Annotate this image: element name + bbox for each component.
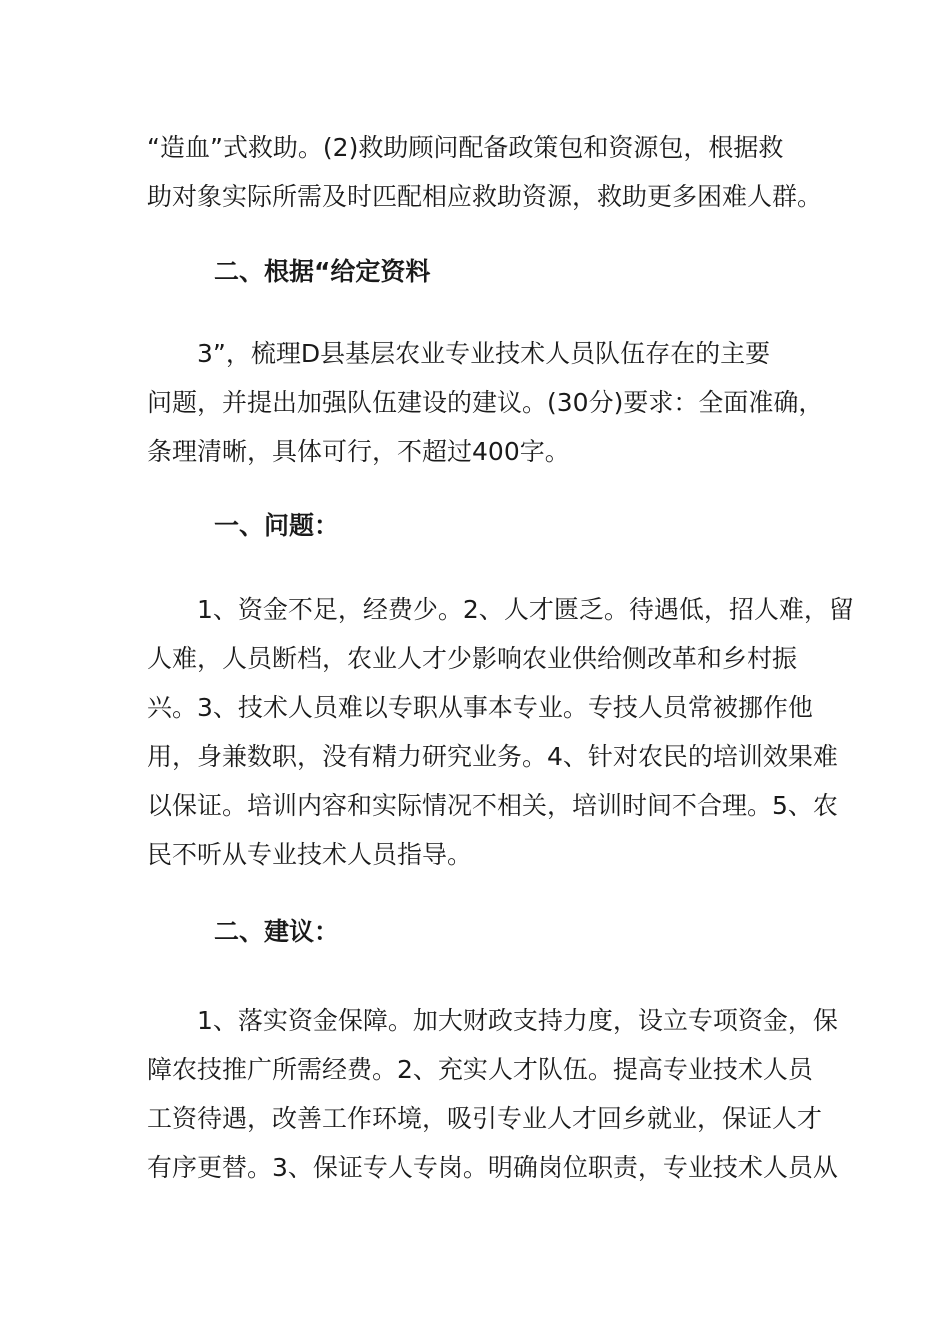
question-line: 条理清晰，具体可行，不超过400字。 xyxy=(147,437,570,466)
intro-line: “造血”式救助。(2)救助顾问配备政策包和资源包，根据救 xyxy=(147,133,784,162)
intro-line: 助对象实际所需及时匹配相应救助资源，救助更多困难人群。 xyxy=(147,182,823,211)
suggestions-line: 有序更替。3、保证专人专岗。明确岗位职责，专业技术人员从 xyxy=(147,1153,838,1182)
suggestions-line: 工资待遇，改善工作环境，吸引专业人才回乡就业，保证人才 xyxy=(147,1104,823,1133)
suggestions-heading: 二、建议： xyxy=(214,917,340,946)
problems-paragraph xyxy=(147,585,854,879)
suggestions-line: 1、落实资金保障。加大财政支持力度，设立专项资金，保 xyxy=(197,1006,838,1035)
problems-line: 以保证。培训内容和实际情况不相关，培训时间不合理。5、农 xyxy=(147,791,838,820)
question-line: 问题，并提出加强队伍建设的建议。(30分)要求：全面准确， xyxy=(147,388,824,417)
problems-line: 民不听从专业技术人员指导。 xyxy=(147,840,473,869)
problems-line: 兴。3、技术人员难以专职从事本专业。专技人员常被挪作他 xyxy=(147,693,813,722)
problems-line: 用，身兼数职，没有精力研究业务。4、针对农民的培训效果难 xyxy=(147,742,838,771)
problems-heading: 一、问题： xyxy=(214,511,340,540)
problems-line: 1、资金不足，经费少。2、人才匮乏。待遇低，招人难，留 xyxy=(197,595,854,624)
intro-paragraph xyxy=(147,123,823,221)
suggestions-line: 障农技推广所需经费。2、充实人才队伍。提高专业技术人员 xyxy=(147,1055,813,1084)
question-line: 3”，梳理D县基层农业专业技术人员队伍存在的主要 xyxy=(197,339,771,368)
problems-line: 人难，人员断档，农业人才少影响农业供给侧改革和乡村振 xyxy=(147,644,798,673)
section2-heading: 二、根据“给定资料 xyxy=(214,257,431,286)
question-paragraph xyxy=(147,329,824,476)
suggestions-paragraph xyxy=(147,996,838,1192)
